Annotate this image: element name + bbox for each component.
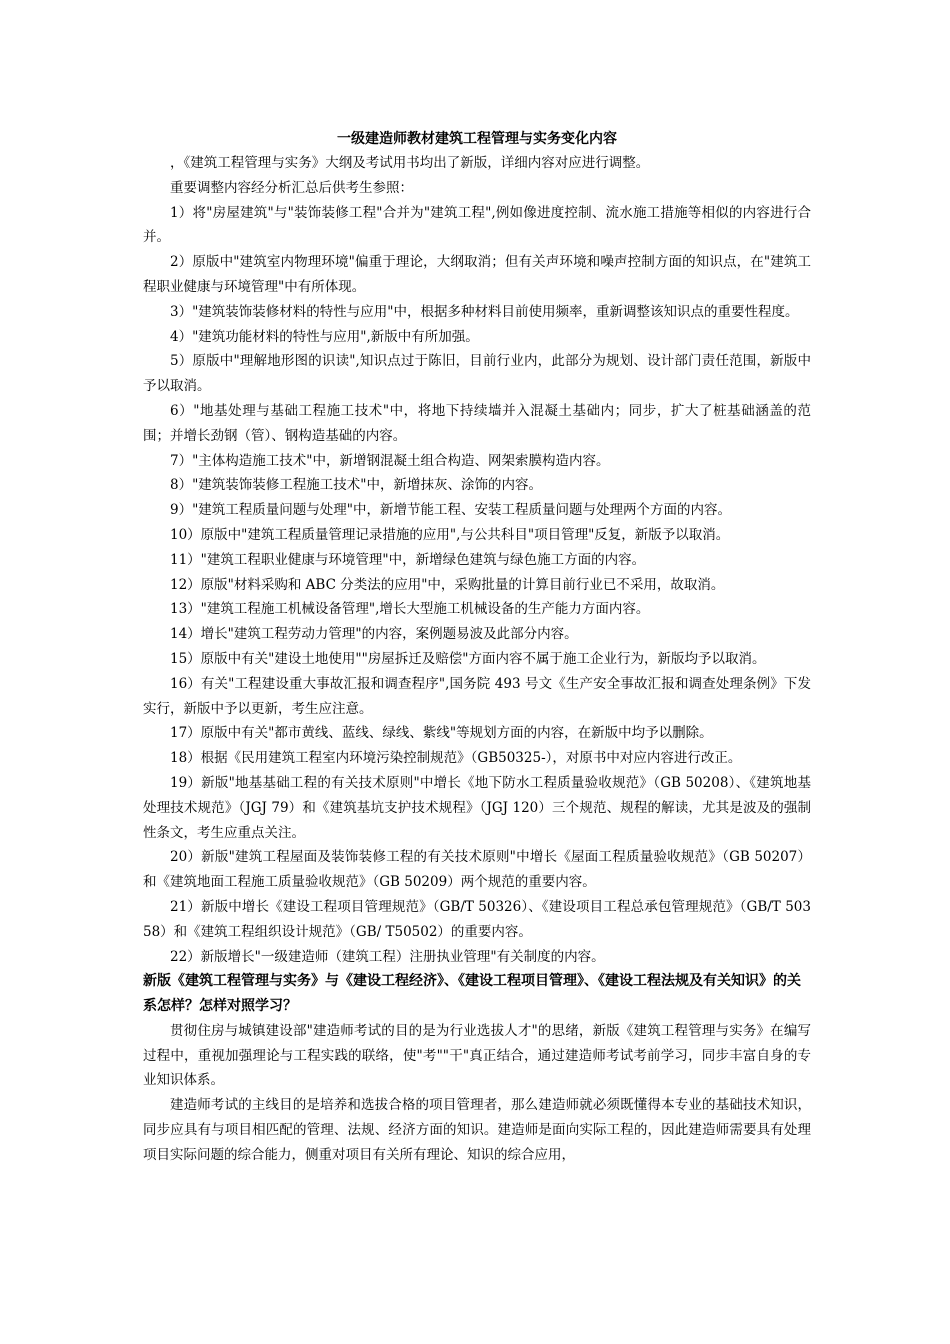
list-item: 16）有关"工程建设重大事故汇报和调查程序",国务院 493 号文《生产安全事故汇报和调查处理条例》下发实行，新版中予以更新，考生应注意。 — [143, 675, 811, 717]
list-item: 1）将"房屋建筑"与"装饰装修工程"合并为"建筑工程",例如像进度控制、流水施工措施等相似的内容进行合并。 — [143, 204, 811, 246]
body-paragraph: 建造师考试的主线目的是培养和选拔合格的项目管理者，那么建造师就必须既懂得本专业的基础技术知识，同步应具有与项目相匹配的管理、法规、经济方面的知识。建造师是面向实际工程的，因此建造师需要具有处理项目实际问题的综合能力，侧重对项目有关所有理论、知识的综合应用， — [143, 1097, 811, 1163]
list-item: 2）原版中"建筑室内物理环境"偏重于理论，大纲取消；但有关声环境和噪声控制方面的知识点，在"建筑工程职业健康与环境管理"中有所体现。 — [143, 254, 811, 295]
section-heading: 新版《建筑工程管理与实务》与《建设工程经济》、《建设工程项目管理》、《建设工程法规及有关知识》的关系怎样？怎样对照学习？ — [143, 973, 801, 1015]
list-item: 18）根据《民用建筑工程室内环境污染控制规范》（GB50325-），对原书中对应内容进行改正。 — [170, 750, 742, 767]
list-item: 21）新版中增长《建设工程项目管理规范》（GB/T 50326）、《建设项目工程总承包管理规范》（GB/T 50358）和《建筑工程组织设计规范》（GB/ T50502）的重要内容。 — [143, 898, 811, 940]
list-item: 4）"建筑功能材料的特性与应用",新版中有所加强。 — [170, 328, 479, 345]
list-item: 12）原版"材料采购和 ABC 分类法的应用"中，采购批量的计算目前行业已不采用，故取消。 — [170, 576, 725, 593]
list-item: 5）原版中"理解地形图的识读",知识点过于陈旧，目前行业内，此部分为规划、设计部门责任范围，新版中予以取消。 — [143, 353, 811, 395]
list-item: 14）增长"建筑工程劳动力管理"的内容，案例题易波及此部分内容。 — [170, 626, 578, 643]
list-item: 13）"建筑工程施工机械设备管理",增长大型施工机械设备的生产能力方面内容。 — [170, 601, 650, 618]
list-item: 17）原版中有关"都市黄线、蓝线、绿线、紫线"等规划方面的内容，在新版中均予以删除。 — [170, 725, 713, 742]
list-item: 10）原版中"建筑工程质量管理记录措施的应用",与公共科目"项目管理"反复，新版予以取消。 — [170, 526, 730, 543]
document-title: 一级建造师教材建筑工程管理与实务变化内容 — [337, 131, 617, 147]
list-item: 20）新版"建筑工程屋面及装饰装修工程的有关技术原则"中增长《屋面工程质量验收规范》（GB 50207）和《建筑地面工程施工质量验收规范》（GB 50209）两个规范的重要内容。 — [143, 849, 811, 891]
list-item: 9）"建筑工程质量问题与处理"中，新增节能工程、安装工程质量问题与处理两个方面的内容。 — [170, 502, 732, 519]
list-item: 15）原版中有关"建设土地使用""房屋拆迁及赔偿"方面内容不属于施工企业行为，新版均予以取消。 — [170, 650, 766, 667]
list-item: 6）"地基处理与基础工程施工技术"中，将地下持续墙并入混凝土基础内；同步，扩大了桩基础涵盖的范围；并增长劲钢（管）、钢构造基础的内容。 — [143, 402, 811, 444]
intro-paragraph: ，《建筑工程管理与实务》大纲及考试用书均出了新版，详细内容对应进行调整。 — [170, 155, 650, 171]
list-item: 22）新版增长"一级建造师（建筑工程）注册执业管理"有关制度的内容。 — [170, 948, 605, 965]
list-item: 3）"建筑装饰装修材料的特性与应用"中，根据多种材料目前使用频率，重新调整该知识点的重要性程度。 — [170, 303, 799, 320]
document-body — [143, 127, 811, 1168]
list-item: 19）新版"地基基础工程的有关技术原则"中增长《地下防水工程质量验收规范》（GB 50208）、《建筑地基处理技术规范》（JGJ 79）和《建筑基坑支护技术规程》（JGJ 120）三个规范、规程的解读，尤其是波及的强制性条文，考生应重点关注。 — [143, 774, 811, 841]
intro-paragraph: 重要调整内容经分析汇总后供考生参照： — [170, 179, 413, 196]
list-item: 7）"主体构造施工技术"中，新增钢混凝土组合构造、网架索膜构造内容。 — [170, 452, 610, 469]
list-item: 8）"建筑装饰装修工程施工技术"中，新增抹灰、涂饰的内容。 — [170, 477, 543, 494]
body-paragraph: 贯彻住房与城镇建设部"建造师考试的目的是为行业选拔人才"的思绪，新版《建筑工程管理与实务》在编写过程中，重视加强理论与工程实践的联络，使"考""干"真正结合，通过建造师考试考前学习，同步丰富自身的专业知识体系。 — [143, 1022, 811, 1089]
list-item: 11）"建筑工程职业健康与环境管理"中，新增绿色建筑与绿色施工方面的内容。 — [170, 551, 646, 568]
